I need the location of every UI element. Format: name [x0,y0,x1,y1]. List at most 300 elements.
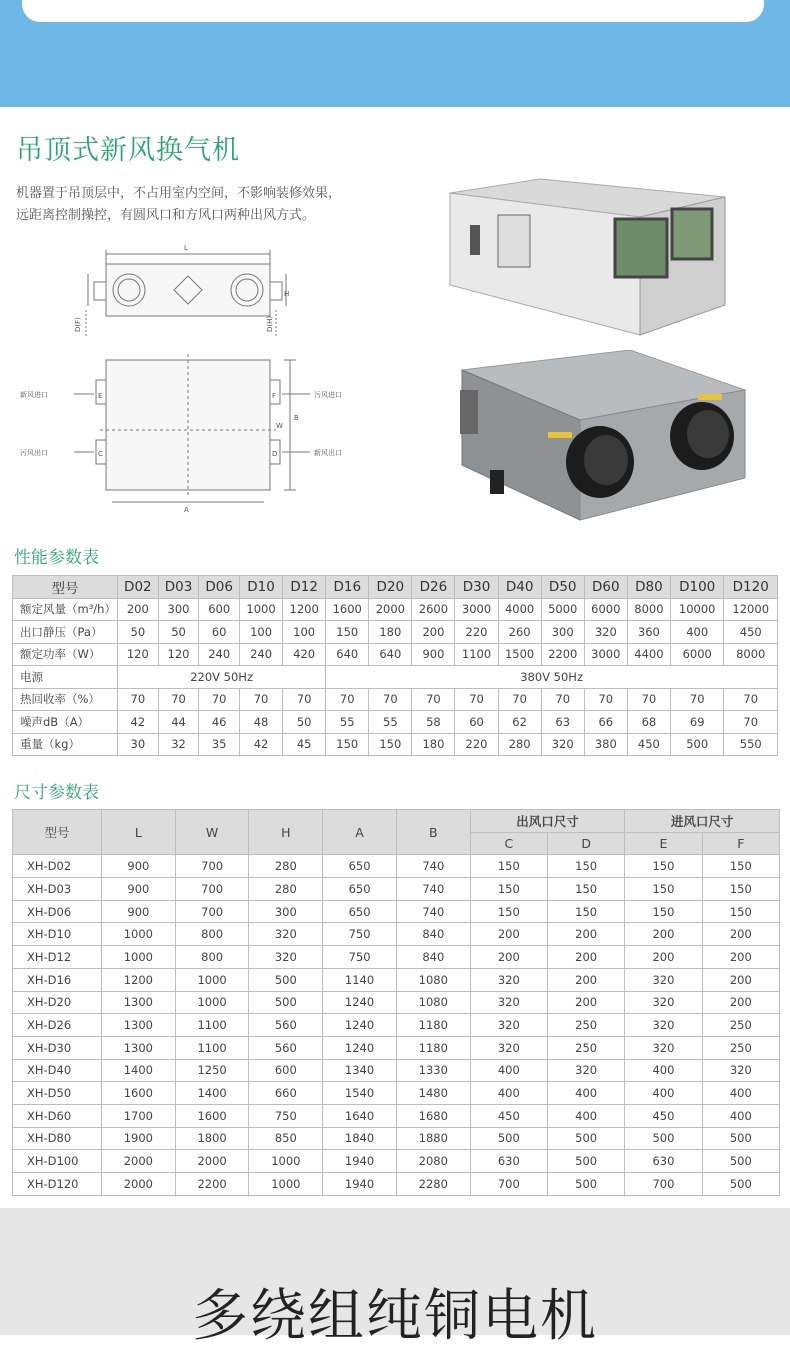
dimension-cell: 400 [625,1082,702,1105]
value-cell: 150 [326,621,369,644]
dimension-cell: 320 [547,1059,624,1082]
dimension-cell: 750 [249,1104,323,1127]
dimension-table [12,809,780,1196]
value-cell: 70 [326,688,369,711]
dimension-cell: 1000 [102,946,176,969]
dimension-cell: 2200 [175,1173,249,1196]
dimension-cell: 150 [702,855,779,878]
value-cell: 300 [541,621,584,644]
dimension-cell: 1800 [175,1127,249,1150]
dimension-cell: 1400 [175,1082,249,1105]
value-cell: 50 [283,711,326,734]
dimension-cell: 200 [702,923,779,946]
dimension-cell: 500 [702,1150,779,1173]
value-cell: 180 [412,733,455,756]
dimension-cell: 400 [547,1082,624,1105]
dimension-row [13,1127,780,1150]
performance-row [13,733,778,756]
model-cell: XH-D20 [13,991,102,1014]
model-header-cell: D100 [670,576,724,599]
dimension-cell: 150 [470,900,547,923]
value-cell: 1600 [326,598,369,621]
value-cell: 70 [670,688,724,711]
row-label: 重量（kg） [13,733,118,756]
value-cell: 70 [118,688,159,711]
dimension-cell: 750 [323,946,397,969]
model-cell: XH-D50 [13,1082,102,1105]
dimension-cell: 660 [249,1082,323,1105]
row-label: 电源 [13,666,118,689]
dimension-cell: 150 [547,878,624,901]
value-cell: 3000 [584,643,627,666]
dimension-cell: 2000 [102,1173,176,1196]
dimension-cell: 400 [702,1082,779,1105]
dimension-cell: 500 [547,1173,624,1196]
value-cell: 70 [724,688,778,711]
model-cell: XH-D40 [13,1059,102,1082]
value-cell: 30 [118,733,159,756]
dimension-cell: 150 [547,855,624,878]
value-cell: 150 [369,733,412,756]
model-cell: XH-D120 [13,1173,102,1196]
dimension-row [13,1036,780,1059]
value-cell: 42 [118,711,159,734]
dimension-table-title: 尺寸参数表 [14,783,99,803]
model-cell: XH-D02 [13,855,102,878]
value-cell: 70 [240,688,283,711]
dimension-cell: 2080 [396,1150,470,1173]
label-fresh-out: 新风出口 [314,449,342,457]
dimension-cell: 800 [175,946,249,969]
dim-header-H: H [249,810,323,855]
dimension-cell: 1340 [323,1059,397,1082]
dimension-cell: 1250 [175,1059,249,1082]
value-cell: 70 [455,688,498,711]
performance-row [13,643,778,666]
value-cell: 32 [158,733,199,756]
dimension-row [13,991,780,1014]
value-cell: 640 [369,643,412,666]
value-cell: 550 [724,733,778,756]
value-cell: 240 [240,643,283,666]
model-cell: XH-D60 [13,1104,102,1127]
dimension-cell: 320 [470,1014,547,1037]
dimension-cell: 750 [323,923,397,946]
dimension-row [13,1059,780,1082]
dimension-cell: 700 [175,855,249,878]
dimension-cell: 500 [249,991,323,1014]
value-cell: 55 [369,711,412,734]
model-header-cell: D80 [627,576,670,599]
value-cell: 380 [584,733,627,756]
model-cell: XH-D12 [13,946,102,969]
dimension-cell: 500 [470,1127,547,1150]
dimension-cell: 900 [102,878,176,901]
value-cell: 4000 [498,598,541,621]
dimension-cell: 1600 [175,1104,249,1127]
label-E: E [98,392,103,400]
dimension-cell: 320 [470,991,547,1014]
dimension-row [13,900,780,923]
dimension-cell: 250 [702,1014,779,1037]
dimension-cell: 200 [702,968,779,991]
value-cell: 1100 [455,643,498,666]
value-cell: 220 [455,733,498,756]
dimension-cell: 320 [470,968,547,991]
dimension-cell: 900 [102,900,176,923]
value-cell: 640 [326,643,369,666]
dimension-cell: 1300 [102,991,176,1014]
dimension-cell: 500 [249,968,323,991]
dimension-cell: 850 [249,1127,323,1150]
dimension-cell: 280 [249,878,323,901]
dimension-cell: 1100 [175,1014,249,1037]
dimension-cell: 150 [625,855,702,878]
model-header-cell: D10 [240,576,283,599]
dimension-cell: 500 [547,1150,624,1173]
dimension-cell: 500 [547,1127,624,1150]
dimension-cell: 320 [625,1014,702,1037]
model-header-cell: D60 [584,576,627,599]
label-df: D(F) [74,317,82,332]
dimension-cell: 1480 [396,1082,470,1105]
label-A: A [184,506,189,514]
model-cell: XH-D26 [13,1014,102,1037]
value-cell: 50 [158,621,199,644]
value-cell: 68 [627,711,670,734]
dimension-cell: 630 [470,1150,547,1173]
label-fresh-in: 新风进口 [20,391,48,399]
value-cell: 46 [199,711,240,734]
value-cell: 200 [118,598,159,621]
value-cell: 70 [541,688,584,711]
label-B: B [294,414,299,422]
dim-header-A: A [323,810,397,855]
dim-header-C: C [470,832,547,855]
dimension-cell: 280 [249,855,323,878]
value-cell: 200 [412,621,455,644]
model-cell: XH-D10 [13,923,102,946]
dimension-cell: 1240 [323,991,397,1014]
value-cell: 50 [118,621,159,644]
value-cell: 120 [118,643,159,666]
model-header-cell: D30 [455,576,498,599]
dimension-cell: 2280 [396,1173,470,1196]
model-header-cell: D26 [412,576,455,599]
description-line-2: 远距离控制操控，有圆风口和方风口两种出风方式。 [16,208,316,223]
header-model: 型号 [13,576,118,599]
value-cell: 63 [541,711,584,734]
value-cell: 5000 [541,598,584,621]
dimension-cell: 1000 [249,1150,323,1173]
row-label: 噪声dB（A） [13,711,118,734]
dimension-cell: 1000 [175,991,249,1014]
value-cell: 69 [670,711,724,734]
dimension-cell: 1600 [102,1082,176,1105]
performance-header-row [13,576,778,599]
dimension-cell: 700 [625,1173,702,1196]
value-cell: 60 [455,711,498,734]
dimension-cell: 400 [625,1059,702,1082]
value-cell: 260 [498,621,541,644]
value-cell: 360 [627,621,670,644]
model-cell: XH-D03 [13,878,102,901]
dimension-cell: 1140 [323,968,397,991]
model-header-cell: D12 [283,576,326,599]
model-header-cell: D06 [199,576,240,599]
dimension-cell: 320 [249,923,323,946]
dimension-cell: 740 [396,855,470,878]
dimension-cell: 320 [702,1059,779,1082]
value-cell: 35 [199,733,240,756]
value-cell: 8000 [724,643,778,666]
dimension-cell: 1300 [102,1014,176,1037]
value-cell: 66 [584,711,627,734]
value-cell: 280 [498,733,541,756]
dimension-cell: 1300 [102,1036,176,1059]
dimension-cell: 150 [547,900,624,923]
dimension-cell: 500 [625,1127,702,1150]
value-cell: 2200 [541,643,584,666]
dimension-cell: 630 [625,1150,702,1173]
row-label: 额定风量（m³/h） [13,598,118,621]
value-cell: 400 [670,621,724,644]
dim-header-inlet: 进风口尺寸 [625,810,780,833]
dimension-cell: 300 [249,900,323,923]
dimension-cell: 650 [323,900,397,923]
dimension-cell: 1240 [323,1014,397,1037]
dimension-cell: 200 [547,968,624,991]
row-label: 热回收率（%） [13,688,118,711]
product-description [16,183,416,227]
value-cell: 450 [724,621,778,644]
label-D: D [272,450,278,458]
value-cell: 70 [627,688,670,711]
dimension-cell: 150 [470,855,547,878]
value-cell: 12000 [724,598,778,621]
dimension-cell: 1940 [323,1150,397,1173]
dimension-cell: 1900 [102,1127,176,1150]
dimension-cell: 560 [249,1014,323,1037]
value-cell: 70 [724,711,778,734]
label-dirty-in: 污风进口 [314,391,342,399]
dimension-cell: 1840 [323,1127,397,1150]
dimension-cell: 320 [625,991,702,1014]
label-F: F [272,392,277,400]
dimension-cell: 1540 [323,1082,397,1105]
value-cell: 6000 [670,643,724,666]
model-header-cell: D03 [158,576,199,599]
dimension-cell: 1000 [102,923,176,946]
dimension-cell: 1880 [396,1127,470,1150]
dimension-cell: 1000 [175,968,249,991]
product-photo-round-outlet [440,350,750,525]
value-cell: 600 [199,598,240,621]
dimension-row [13,855,780,878]
dimension-row [13,1082,780,1105]
dim-header-W: W [175,810,249,855]
value-cell: 320 [541,733,584,756]
dimension-cell: 1640 [323,1104,397,1127]
dimension-row [13,1173,780,1196]
value-cell: 55 [326,711,369,734]
dimension-row [13,1150,780,1173]
dim-header-F: F [702,832,779,855]
dimension-cell: 650 [323,855,397,878]
dimension-cell: 1940 [323,1173,397,1196]
dim-header-E: E [625,832,702,855]
dimension-cell: 1200 [102,968,176,991]
row-label: 额定功率（W） [13,643,118,666]
performance-row [13,598,778,621]
dim-header-D: D [547,832,624,855]
dimension-cell: 840 [396,946,470,969]
dim-header-model: 型号 [13,810,102,855]
value-cell: 3000 [455,598,498,621]
dimension-cell: 900 [102,855,176,878]
model-cell: XH-D100 [13,1150,102,1173]
dimension-cell: 200 [702,991,779,1014]
dimension-cell: 250 [547,1036,624,1059]
dimension-cell: 1180 [396,1036,470,1059]
dimension-cell: 560 [249,1036,323,1059]
dim-header-B: B [396,810,470,855]
dimension-cell: 400 [470,1082,547,1105]
dimension-cell: 800 [175,923,249,946]
dimension-cell: 200 [470,946,547,969]
dimension-cell: 250 [547,1014,624,1037]
value-cell: 58 [412,711,455,734]
value-cell: 70 [199,688,240,711]
performance-table [12,575,778,756]
value-cell: 320 [584,621,627,644]
dimension-cell: 1180 [396,1014,470,1037]
dimension-cell: 2000 [175,1150,249,1173]
dimension-row [13,1104,780,1127]
dimension-cell: 1330 [396,1059,470,1082]
model-header-cell: D120 [724,576,778,599]
value-cell: 10000 [670,598,724,621]
value-cell: 100 [283,621,326,644]
top-card [22,0,764,22]
dimension-cell: 450 [470,1104,547,1127]
dimension-cell: 200 [702,946,779,969]
dim-header-outlet: 出风口尺寸 [470,810,625,833]
dimension-cell: 200 [470,923,547,946]
dimension-cell: 1700 [102,1104,176,1127]
model-cell: XH-D16 [13,968,102,991]
value-cell: 4400 [627,643,670,666]
value-cell: 48 [240,711,283,734]
description-line-1: 机器置于吊顶层中，不占用室内空间，不影响装修效果， [16,186,342,201]
top-banner [0,0,790,107]
dimension-cell: 320 [625,968,702,991]
value-cell: 70 [584,688,627,711]
value-cell: 150 [326,733,369,756]
dimension-diagram [14,240,394,520]
dimension-cell: 650 [323,878,397,901]
dimension-cell: 840 [396,923,470,946]
dimension-cell: 700 [470,1173,547,1196]
model-header-cell: D50 [541,576,584,599]
value-cell: 240 [199,643,240,666]
value-cell: 450 [627,733,670,756]
value-cell: 1200 [283,598,326,621]
dimension-cell: 1680 [396,1104,470,1127]
value-cell: 60 [199,621,240,644]
dimension-cell: 150 [702,878,779,901]
dimension-cell: 500 [702,1173,779,1196]
dimension-cell: 740 [396,900,470,923]
dimension-cell: 250 [702,1036,779,1059]
dimension-cell: 1080 [396,968,470,991]
value-cell: 300 [158,598,199,621]
dimension-cell: 150 [625,878,702,901]
dimension-cell: 1100 [175,1036,249,1059]
dimension-cell: 400 [547,1104,624,1127]
dimension-cell: 200 [625,923,702,946]
value-cell: 42 [240,733,283,756]
motor-heading: 多绕组纯铜电机 [192,1284,598,1349]
dimension-cell: 1240 [323,1036,397,1059]
performance-row [13,711,778,734]
label-W: W [276,422,283,430]
value-cell: 100 [240,621,283,644]
value-cell: 1000 [240,598,283,621]
row-label: 出口静压（Pa） [13,621,118,644]
dimension-cell: 150 [702,900,779,923]
value-cell: 70 [158,688,199,711]
dimension-cell: 2000 [102,1150,176,1173]
dimension-cell: 320 [625,1036,702,1059]
dimension-row [13,968,780,991]
label-dirty-out: 污风出口 [20,449,48,457]
dimension-cell: 1400 [102,1059,176,1082]
dimension-cell: 200 [547,923,624,946]
dimension-cell: 200 [547,946,624,969]
value-cell: 70 [498,688,541,711]
model-header-cell: D02 [118,576,159,599]
value-cell: 70 [412,688,455,711]
value-cell: 70 [283,688,326,711]
dimension-cell: 320 [470,1036,547,1059]
performance-row [13,688,778,711]
model-cell: XH-D80 [13,1127,102,1150]
dimension-cell: 700 [175,878,249,901]
model-header-cell: D40 [498,576,541,599]
dimension-cell: 600 [249,1059,323,1082]
dimension-row [13,1014,780,1037]
model-header-cell: D20 [369,576,412,599]
model-header-cell: D16 [326,576,369,599]
dimension-cell: 150 [625,900,702,923]
label-dh: D(H) [266,315,274,332]
model-cell: XH-D06 [13,900,102,923]
dimension-cell: 1000 [249,1173,323,1196]
page-title: 吊顶式新风换气机 [16,135,240,166]
value-cell: 1500 [498,643,541,666]
performance-table-title: 性能参数表 [14,548,99,568]
product-photo-square-outlet [440,175,730,340]
performance-row [13,621,778,644]
value-cell: 45 [283,733,326,756]
dimension-cell: 200 [625,946,702,969]
dimension-cell: 740 [396,878,470,901]
value-cell: 70 [369,688,412,711]
dimension-cell: 400 [470,1059,547,1082]
value-cell: 6000 [584,598,627,621]
dimension-row [13,923,780,946]
